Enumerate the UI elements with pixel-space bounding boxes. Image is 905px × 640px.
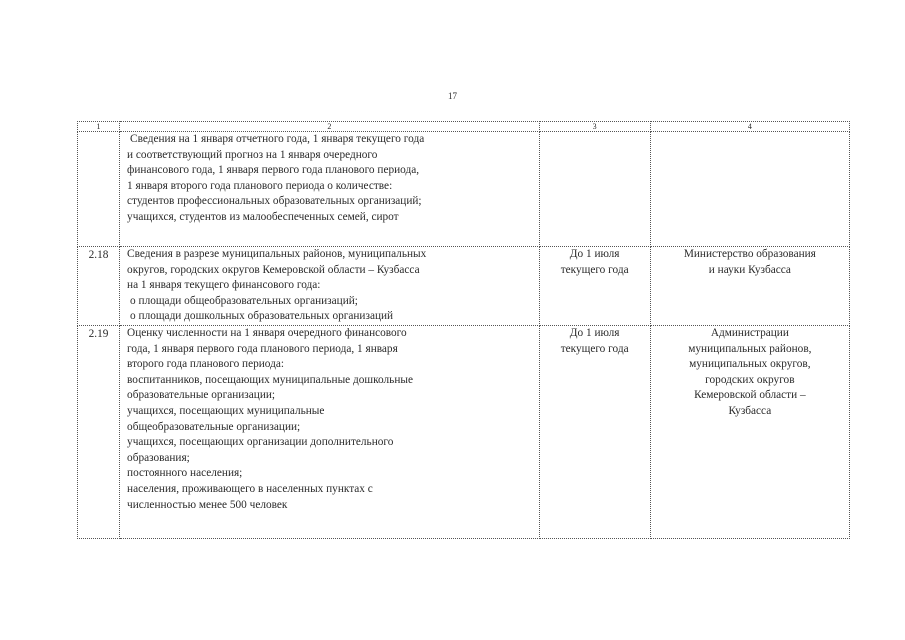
content-line: учащихся, студентов из малообеспеченных семей, сирот [127, 210, 399, 223]
page-number: 17 [448, 91, 457, 101]
table-row [78, 326, 850, 539]
content-line: о площади общеобразовательных организаций; [130, 294, 358, 307]
content-line: населения, проживающего в населенных пунктах с [127, 482, 373, 495]
table-header-row [78, 122, 850, 132]
content-line: второго года планового периода: [127, 358, 285, 371]
content-line: численностью менее 500 человек [127, 498, 288, 511]
document-table [77, 121, 850, 539]
responsible-line: муниципальных округов, [689, 358, 811, 371]
content-line: округов, городских округов Кемеровской области – Кузбасса [127, 263, 420, 276]
content-line: Оценку численности на 1 января очередного финансового [127, 327, 407, 339]
content-line: года, 1 января первого года планового периода, 1 января [127, 342, 398, 355]
deadline-line: текущего года [560, 342, 629, 355]
row-responsible [650, 132, 849, 247]
content-line: учащихся, посещающих организации дополнительного [127, 436, 394, 449]
content-line: образования; [127, 451, 190, 464]
column-header-3: 3 [539, 122, 650, 132]
content-line: на 1 января текущего финансового года: [127, 279, 321, 292]
row-deadline [539, 132, 650, 247]
content-line: постоянного населения; [127, 467, 243, 480]
content-line: образовательные организации; [127, 389, 276, 402]
row-content [120, 247, 540, 326]
responsible-line: муниципальных районов, [688, 342, 812, 355]
content-line: Сведения на 1 января отчетного года, 1 января текущего года [130, 133, 425, 145]
content-line: о площади дошкольных образовательных организаций [130, 310, 394, 323]
responsible-line: Администрации [710, 327, 789, 339]
deadline-line: текущего года [560, 263, 629, 276]
content-line: Сведения в разрезе муниципальных районов, муниципальных [127, 248, 427, 260]
content-line: 1 января второго года планового периода о количестве: [127, 179, 393, 192]
content-line: и соответствующий прогноз на 1 января очередного [127, 148, 378, 161]
row-content [120, 132, 540, 247]
content-line: студентов профессиональных образовательных организаций; [127, 195, 422, 208]
row-responsible [650, 326, 849, 539]
row-number: 2.19 [78, 326, 120, 539]
content-line: воспитанников, посещающих муниципальные дошкольные [127, 373, 413, 386]
deadline-line: До 1 июля [569, 248, 620, 260]
row-deadline [539, 326, 650, 539]
column-header-4: 4 [650, 122, 849, 132]
row-responsible [650, 247, 849, 326]
responsible-line: Кемеровской области – [694, 389, 806, 402]
column-header-1: 1 [78, 122, 120, 132]
row-deadline [539, 247, 650, 326]
responsible-line: и науки Кузбасса [708, 263, 791, 276]
content-line: общеобразовательные организации; [127, 420, 301, 433]
column-header-2: 2 [120, 122, 540, 132]
content-line: финансового года, 1 января первого года планового периода, [127, 164, 420, 177]
responsible-line: городских округов [705, 373, 795, 386]
responsible-line: Кузбасса [728, 404, 772, 417]
row-content [120, 326, 540, 539]
deadline-line: До 1 июля [569, 327, 620, 339]
table-row [78, 132, 850, 247]
table-row [78, 247, 850, 326]
responsible-line: Министерство образования [683, 248, 816, 260]
row-number [78, 132, 120, 247]
content-line: учащихся, посещающих муниципальные [127, 404, 325, 417]
row-number: 2.18 [78, 247, 120, 326]
